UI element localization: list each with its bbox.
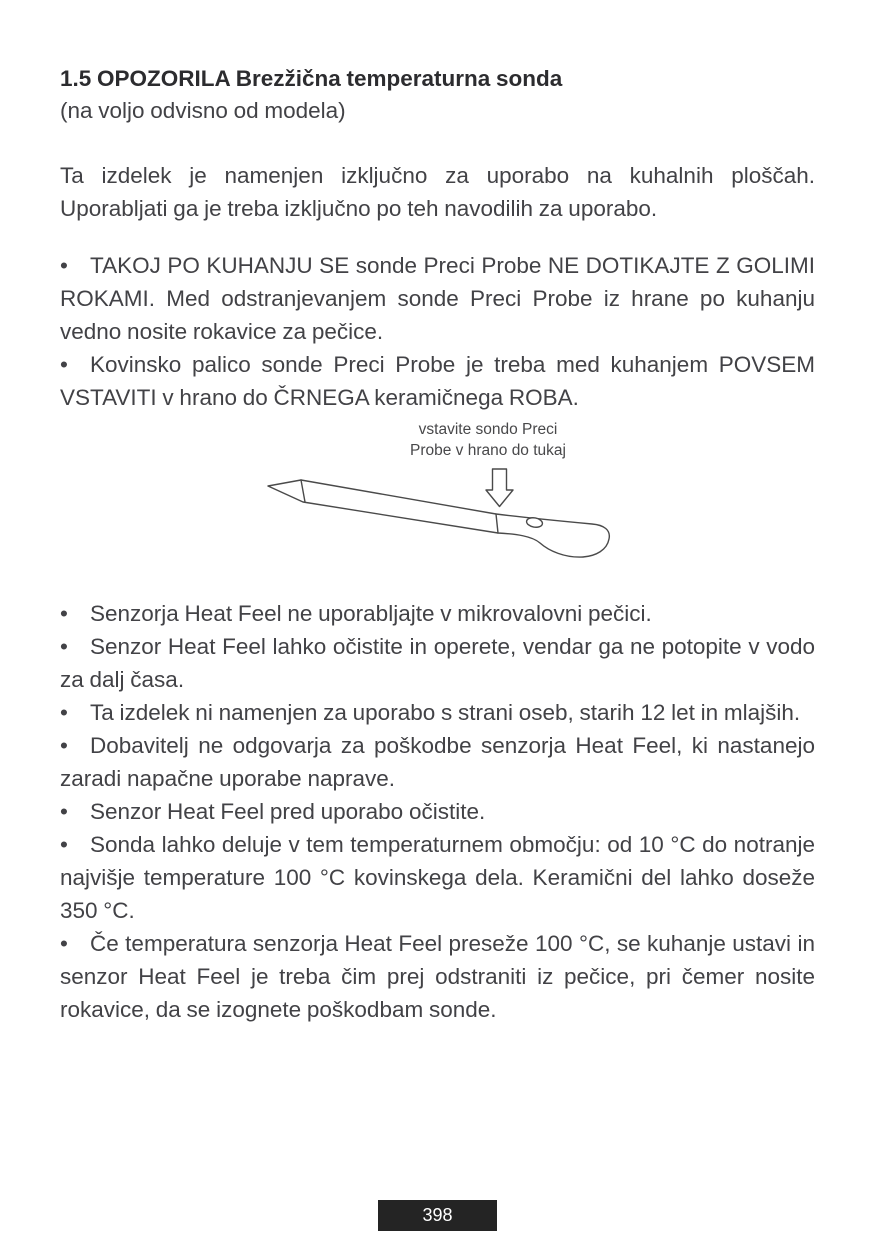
bullet-marker: • — [60, 634, 68, 659]
warning-text: Dobavitelj ne odgovarja za poškodbe senzorja Heat Feel, ki nastanejo zaradi napačne uporabe naprave. — [60, 733, 815, 791]
warning-item — [60, 696, 815, 729]
bullet-marker: • — [60, 700, 68, 725]
warning-item — [60, 630, 815, 696]
warning-text: Senzor Heat Feel pred uporabo očistite. — [90, 799, 486, 824]
document-body — [60, 64, 815, 1026]
probe-body-outline — [268, 480, 609, 557]
warning-text: Kovinsko palico sonde Preci Probe je treba med kuhanjem POVSEM VSTAVITI v hrano do ČRNEGA keramičnega ROBA. — [60, 352, 815, 410]
down-arrow-icon — [486, 469, 513, 507]
bullet-marker: • — [60, 352, 68, 377]
probe-illustration — [260, 465, 620, 565]
bullet-marker: • — [60, 253, 68, 278]
bullet-marker: • — [60, 601, 68, 626]
warning-list-bottom — [60, 597, 815, 1026]
figure-caption — [368, 419, 608, 461]
section-subtitle: (na voljo odvisno od modela) — [60, 98, 346, 123]
warning-text: Senzorja Heat Feel ne uporabljajte v mikrovalovni pečici. — [90, 601, 652, 626]
warning-item — [60, 249, 815, 348]
warning-item — [60, 795, 815, 828]
section-title: 1.5 OPOZORILA Brezžična temperaturna sonda — [60, 66, 563, 91]
probe-figure — [60, 414, 815, 597]
warning-text: TAKOJ PO KUHANJU SE sonde Preci Probe NE DOTIKAJTE Z GOLIMI ROKAMI. Med odstranjevanjem sonde Preci Probe iz hrane po kuhanju vedno nosite rokavice za pečice. — [60, 253, 815, 344]
bullet-marker: • — [60, 931, 68, 956]
warning-text: Ta izdelek ni namenjen za uporabo s strani oseb, starih 12 let in mlajših. — [90, 700, 801, 725]
bullet-marker: • — [60, 733, 68, 758]
figure-caption-line1: vstavite sondo Preci — [418, 421, 558, 438]
warning-item — [60, 597, 815, 630]
warning-list-top — [60, 249, 815, 414]
warning-text: Senzor Heat Feel lahko očistite in operete, vendar ga ne potopite v vodo za dalj časa. — [60, 634, 815, 692]
page-number-badge: 398 — [378, 1200, 497, 1231]
warning-item — [60, 348, 815, 414]
figure-caption-line2: Probe v hrano do tukaj — [410, 442, 566, 459]
warning-text: Če temperatura senzorja Heat Feel preseže 100 °C, se kuhanje ustavi in senzor Heat Feel je treba čim prej odstraniti iz pečice, pri čemer nosite rokavice, da se izognete poškodbam sonde. — [60, 931, 815, 1022]
bullet-marker: • — [60, 832, 68, 857]
warning-text: Sonda lahko deluje v tem temperaturnem območju: od 10 °C do notranje najvišje temperature 100 °C kovinskega dela. Keramični del lahko doseže 350 °C. — [60, 832, 815, 923]
warning-item — [60, 729, 815, 795]
bullet-marker: • — [60, 799, 68, 824]
warning-item — [60, 828, 815, 927]
intro-paragraph: Ta izdelek je namenjen izključno za uporabo na kuhalnih ploščah. Uporabljati ga je treba izključno po teh navodilih za uporabo. — [60, 163, 815, 221]
warning-item — [60, 927, 815, 1026]
